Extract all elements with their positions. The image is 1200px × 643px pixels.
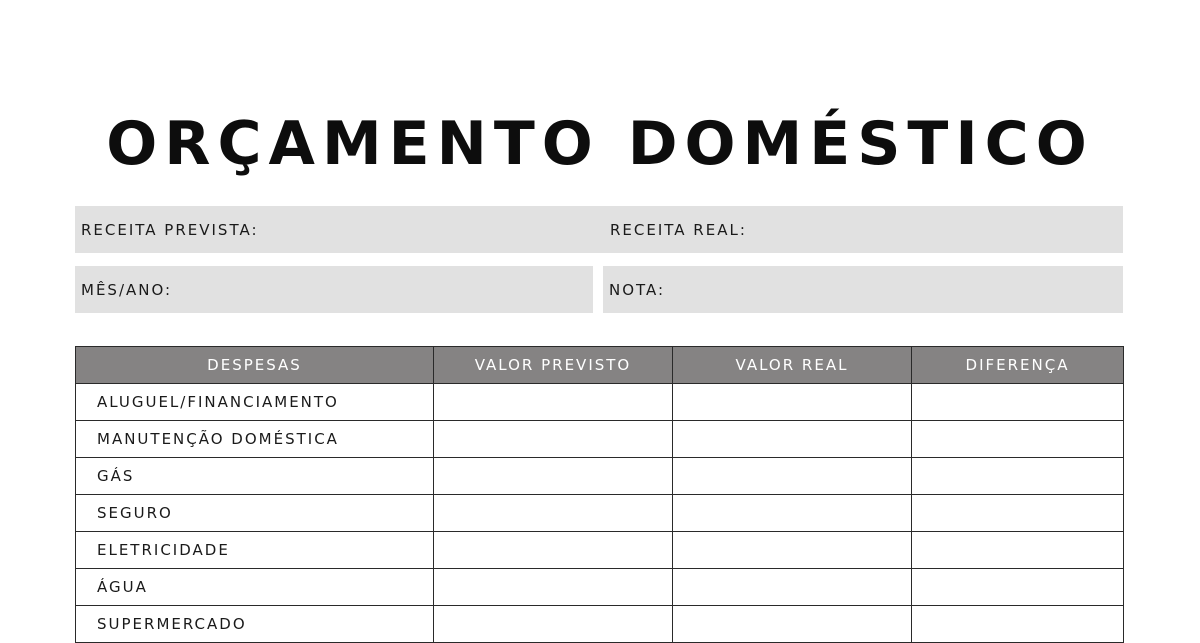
real-value-cell[interactable] [673,384,912,421]
real-value-cell[interactable] [673,458,912,495]
difference-cell[interactable] [912,532,1124,569]
table-row [76,495,1124,532]
expense-label: ELETRICIDADE [76,532,434,569]
expected-value-cell[interactable] [434,458,673,495]
expected-value-cell[interactable] [434,569,673,606]
difference-cell[interactable] [912,495,1124,532]
expected-value-cell[interactable] [434,606,673,643]
real-value-cell[interactable] [673,421,912,458]
header-real-value: VALOR REAL [673,347,912,384]
expense-label: GÁS [76,458,434,495]
expected-value-cell[interactable] [434,532,673,569]
table-row [76,384,1124,421]
real-income-label: RECEITA REAL: [610,220,747,239]
table-row [76,569,1124,606]
header-difference: DIFERENÇA [912,347,1124,384]
expected-value-cell[interactable] [434,421,673,458]
real-value-cell[interactable] [673,606,912,643]
expense-label: ÁGUA [76,569,434,606]
expense-label: ALUGUEL/FINANCIAMENTO [76,384,434,421]
expense-label: SUPERMERCADO [76,606,434,643]
expense-label: MANUTENÇÃO DOMÉSTICA [76,421,434,458]
expenses-table [75,346,1124,643]
expected-income-label: RECEITA PREVISTA: [81,220,259,239]
page-title: ORÇAMENTO DOMÉSTICO [106,109,1094,179]
real-value-cell[interactable] [673,569,912,606]
header-expenses: DESPESAS [76,347,434,384]
table-row [76,532,1124,569]
header-expected-value: VALOR PREVISTO [434,347,673,384]
table-header-row [76,347,1124,384]
difference-cell[interactable] [912,384,1124,421]
note-label: NOTA: [609,280,666,299]
real-value-cell[interactable] [673,532,912,569]
note-field [603,266,1123,313]
difference-cell[interactable] [912,606,1124,643]
month-year-field [75,266,593,313]
table-row [76,421,1124,458]
expected-value-cell[interactable] [434,384,673,421]
real-value-cell[interactable] [673,495,912,532]
difference-cell[interactable] [912,569,1124,606]
expected-value-cell[interactable] [434,495,673,532]
income-row [75,206,1123,253]
month-year-label: MÊS/ANO: [81,280,173,299]
difference-cell[interactable] [912,458,1124,495]
table-row [76,606,1124,643]
table-row [76,458,1124,495]
difference-cell[interactable] [912,421,1124,458]
expense-label: SEGURO [76,495,434,532]
